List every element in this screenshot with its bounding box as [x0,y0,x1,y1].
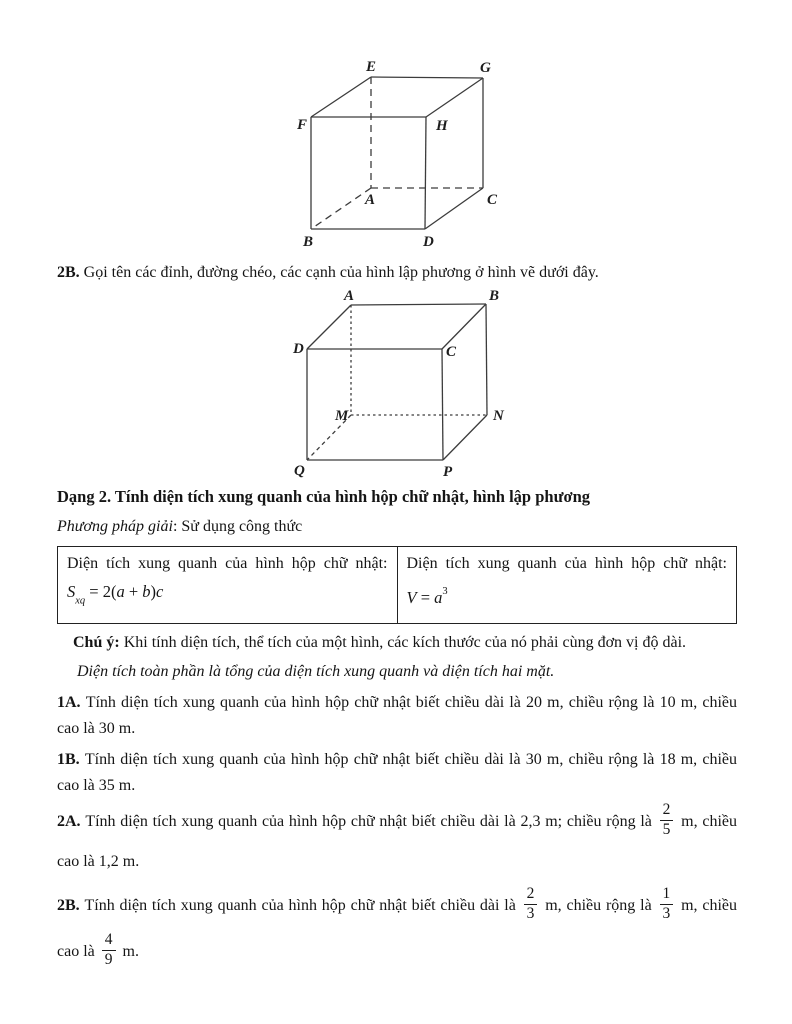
cube-edge-HD [425,117,426,229]
fraction: $\frac{1}{3}$ [660,886,674,922]
formula-table-row [58,547,737,624]
text-segment: m, chiều cao là [57,896,738,960]
cube-edge-PN [443,415,487,460]
bold-segment: Chú ý: [73,633,124,651]
mathvar-segment: S [67,582,76,601]
cube-figure-bottom [285,288,525,481]
italic-segment: Phương pháp giải [57,518,173,535]
text-segment: ) [150,582,157,601]
cube-edge-BC [442,304,486,349]
bold-segment: 1B. [57,750,85,768]
mathvar-segment: V [406,588,417,608]
text-segment: = [416,588,435,608]
vertex-label-G: G [480,60,491,76]
mathvar-segment: a [434,588,443,608]
fraction: $\frac{2}{5}$ [660,802,674,838]
formula-table [57,546,737,624]
text-segment: m. [118,942,139,960]
cube-edge-BN [486,304,487,415]
text-segment: m, chiều cao là 1,2 m. [57,812,737,870]
formula-left-caption: Diện tích xung quanh của hình hộp chữ nhật: [67,555,388,572]
bold-segment: Dạng 2. Tính diện tích xung quanh của hình hộp chữ nhật, hình lập phương [57,487,591,506]
cube-edge-DC [425,188,483,229]
formula-right-equation [407,580,728,610]
text-segment: : Sử dụng công thức [172,518,303,535]
formula-cell-left [58,547,398,624]
text-segment: Tính diện tích xung quanh của hình hộp chữ nhật biết chiều dài là 2,3 m; chiều rộng là [85,812,657,830]
problem-2b [57,883,737,975]
formula-right-caption: Diện tích xung quanh của hình hộp chữ nhật: [406,555,727,572]
vertex-label-D: D [423,234,434,250]
vertex-label-M: M [335,408,349,424]
vertex-label-E: E [366,59,377,75]
note-line [57,630,737,656]
text-segment: Gọi tên các đỉnh, đường chéo, các cạnh của hình lập phương ở hình vẽ dưới đây. [83,264,599,281]
cube-figure-top [280,50,520,258]
bold-segment: 2B. [57,264,84,281]
note-italic-line [57,659,737,685]
cube-EFGH-ABCD-svg [280,50,520,258]
text-segment: + [124,582,143,601]
text-segment: Tính diện tích xung quanh của hình hộp chữ nhật biết chiều dài là [84,896,521,914]
fraction: $\frac{4}{9}$ [102,932,116,968]
bold-segment: 1A. [57,693,86,711]
cube-edge-AB [351,304,486,305]
fraction: $\frac{2}{3}$ [524,886,538,922]
text-segment: Tính diện tích xung quanh của hình hộp chữ nhật biết chiều dài là 20 m, chiều rộng là 10 m, chiều cao là 30 m. [57,693,737,737]
bold-segment: 2A. [57,812,86,830]
vertex-label-C: C [446,344,457,360]
cube-edge-EG [371,77,483,78]
bold-segment: 2B. [57,896,85,914]
problem-2b-naming-text [57,260,737,286]
vertex-label-P: P [443,464,453,480]
sup-segment: 3 [442,586,448,597]
problem-1a [57,690,737,742]
cube-ABCD-MNQP-svg [285,288,525,481]
vertex-label-B: B [489,288,500,304]
method-line [57,514,737,540]
vertex-label-F: F [297,117,308,133]
vertex-label-N: N [493,408,504,424]
formula-cell-right [397,547,737,624]
vertex-label-A: A [344,288,355,304]
vertex-label-C: C [487,192,498,208]
mathvar-segment: c [156,582,164,601]
mathvar-segment: b [142,582,151,601]
cube-edge-AB [311,188,371,229]
cube-edge-AD [307,305,351,349]
text-segment: = 2( [85,582,117,601]
italic-segment: Diện tích toàn phần là tổng của diện tích xung quanh và diện tích hai mặt. [77,662,555,680]
sub-segment: xq [75,595,86,607]
text-segment: Tính diện tích xung quanh của hình hộp chữ nhật biết chiều dài là 30 m, chiều rộng là 18 m, chiều cao là 35 m. [57,750,738,794]
text-segment: m, chiều rộng là [540,896,657,914]
section-heading [57,484,737,510]
vertex-label-Q: Q [294,463,305,479]
problem-1b [57,747,737,799]
vertex-label-B: B [303,234,314,250]
cube-edge-GH [426,78,483,117]
text-segment: Khi tính diện tích, thể tích của một hình, các kích thước của nó phải cùng đơn vị độ dài. [123,633,687,651]
formula-left-equation [67,580,388,614]
vertex-label-A: A [365,192,376,208]
cube-edge-CP [442,349,443,460]
mathvar-segment: a [116,582,125,601]
vertex-label-H: H [436,118,448,134]
vertex-label-D: D [293,341,304,357]
problem-2a [57,802,737,882]
cube-edge-EF [311,77,371,117]
